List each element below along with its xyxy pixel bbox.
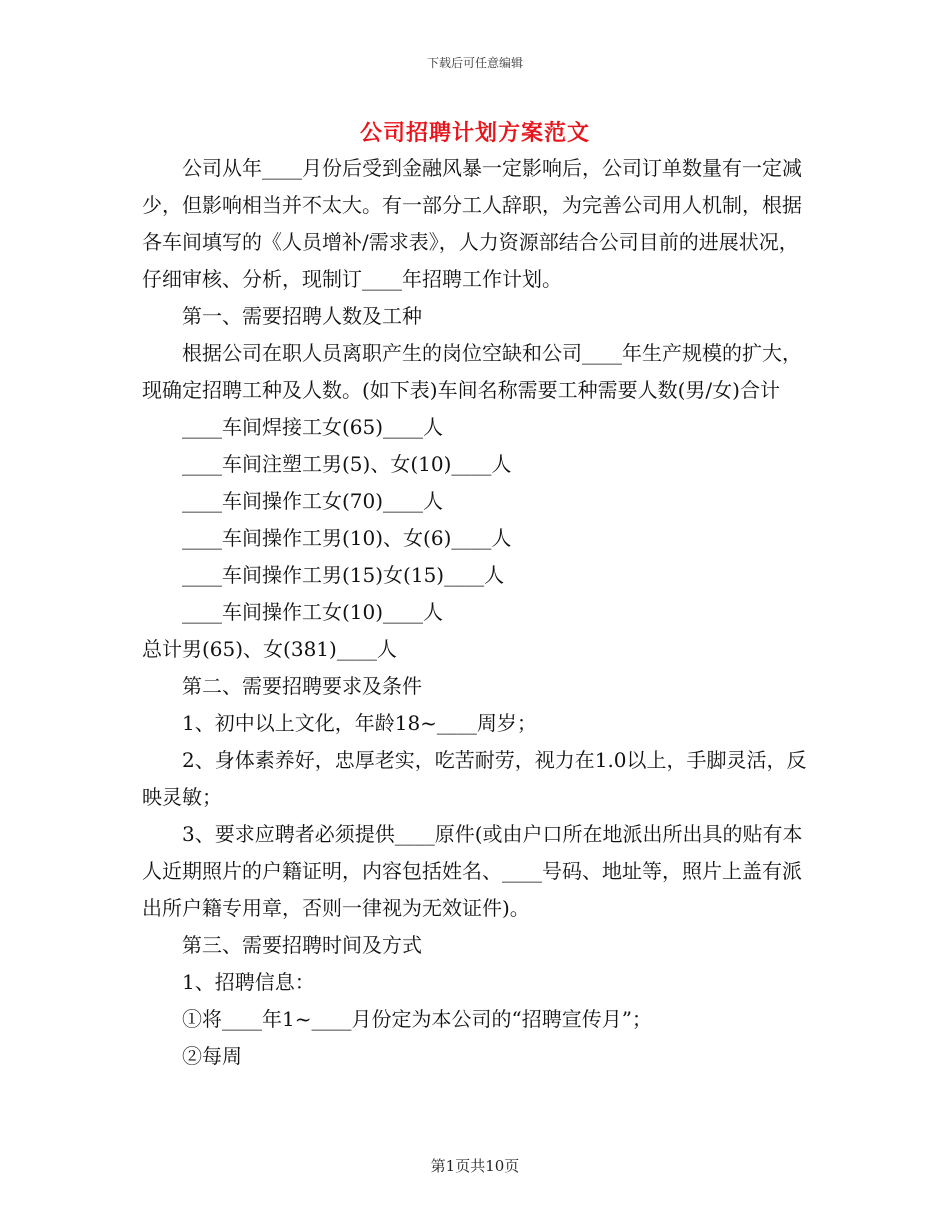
paragraph: ____车间注塑工男(5)、女(10)____人 [182,452,512,476]
document-title: 公司招聘计划方案范文 [359,120,590,146]
paragraph: ____车间操作工男(15)女(15)____人 [182,563,505,587]
paragraph: 1、初中以上文化，年龄18~____周岁； [182,711,537,735]
paragraph: ①将____年1~____月份定为本公司的“招聘宣传月”； [182,1007,652,1031]
paragraph: 3、要求应聘者必须提供____原件(或由户口所在地派出所出具的贴有本人近期照片的户籍证明，内容包括姓名、____号码、地址等，照片上盖有派出所户籍专用章，否则一律视为无效证件)。 [142,822,803,920]
paragraph: 1、招聘信息： [182,970,315,994]
paragraph: ____车间操作工男(10)、女(6)____人 [182,526,512,550]
page-footer: 第1页共10页 [430,1157,520,1175]
paragraph: 第一、需要招聘人数及工种 [182,304,422,328]
page-header: 下载后可任意编辑 [426,56,523,70]
paragraph: ②每周 [182,1044,242,1068]
paragraph: 根据公司在职人员离职产生的岗位空缺和公司____年生产规模的扩大，现确定招聘工种及人数。(如下表)车间名称需要工种需要人数(男/女)合计 [142,341,802,402]
paragraph: ____车间操作工女(10)____人 [182,600,444,624]
paragraph: 2、身体素养好，忠厚老实，吃苦耐劳，视力在1.0以上，手脚灵活，反映灵敏； [142,748,807,809]
paragraph: 第三、需要招聘时间及方式 [182,933,422,957]
paragraph: 总计男(65)、女(381)____人 [142,637,397,661]
paragraph: ____车间操作工女(70)____人 [182,489,444,513]
paragraph: 公司从年____月份后受到金融风暴一定影响后，公司订单数量有一定减少，但影响相当并不太大。有一部分工人辞职，为完善公司用人机制，根据各车间填写的《人员增补/需求表》，人力资源部结合公司目前的进展状况，仔细审核、分析，现制订____年招聘工作计划。 [142,156,802,291]
document-body [142,150,810,1075]
paragraph: ____车间焊接工女(65)____人 [182,415,444,439]
paragraph: 第二、需要招聘要求及条件 [182,674,422,698]
